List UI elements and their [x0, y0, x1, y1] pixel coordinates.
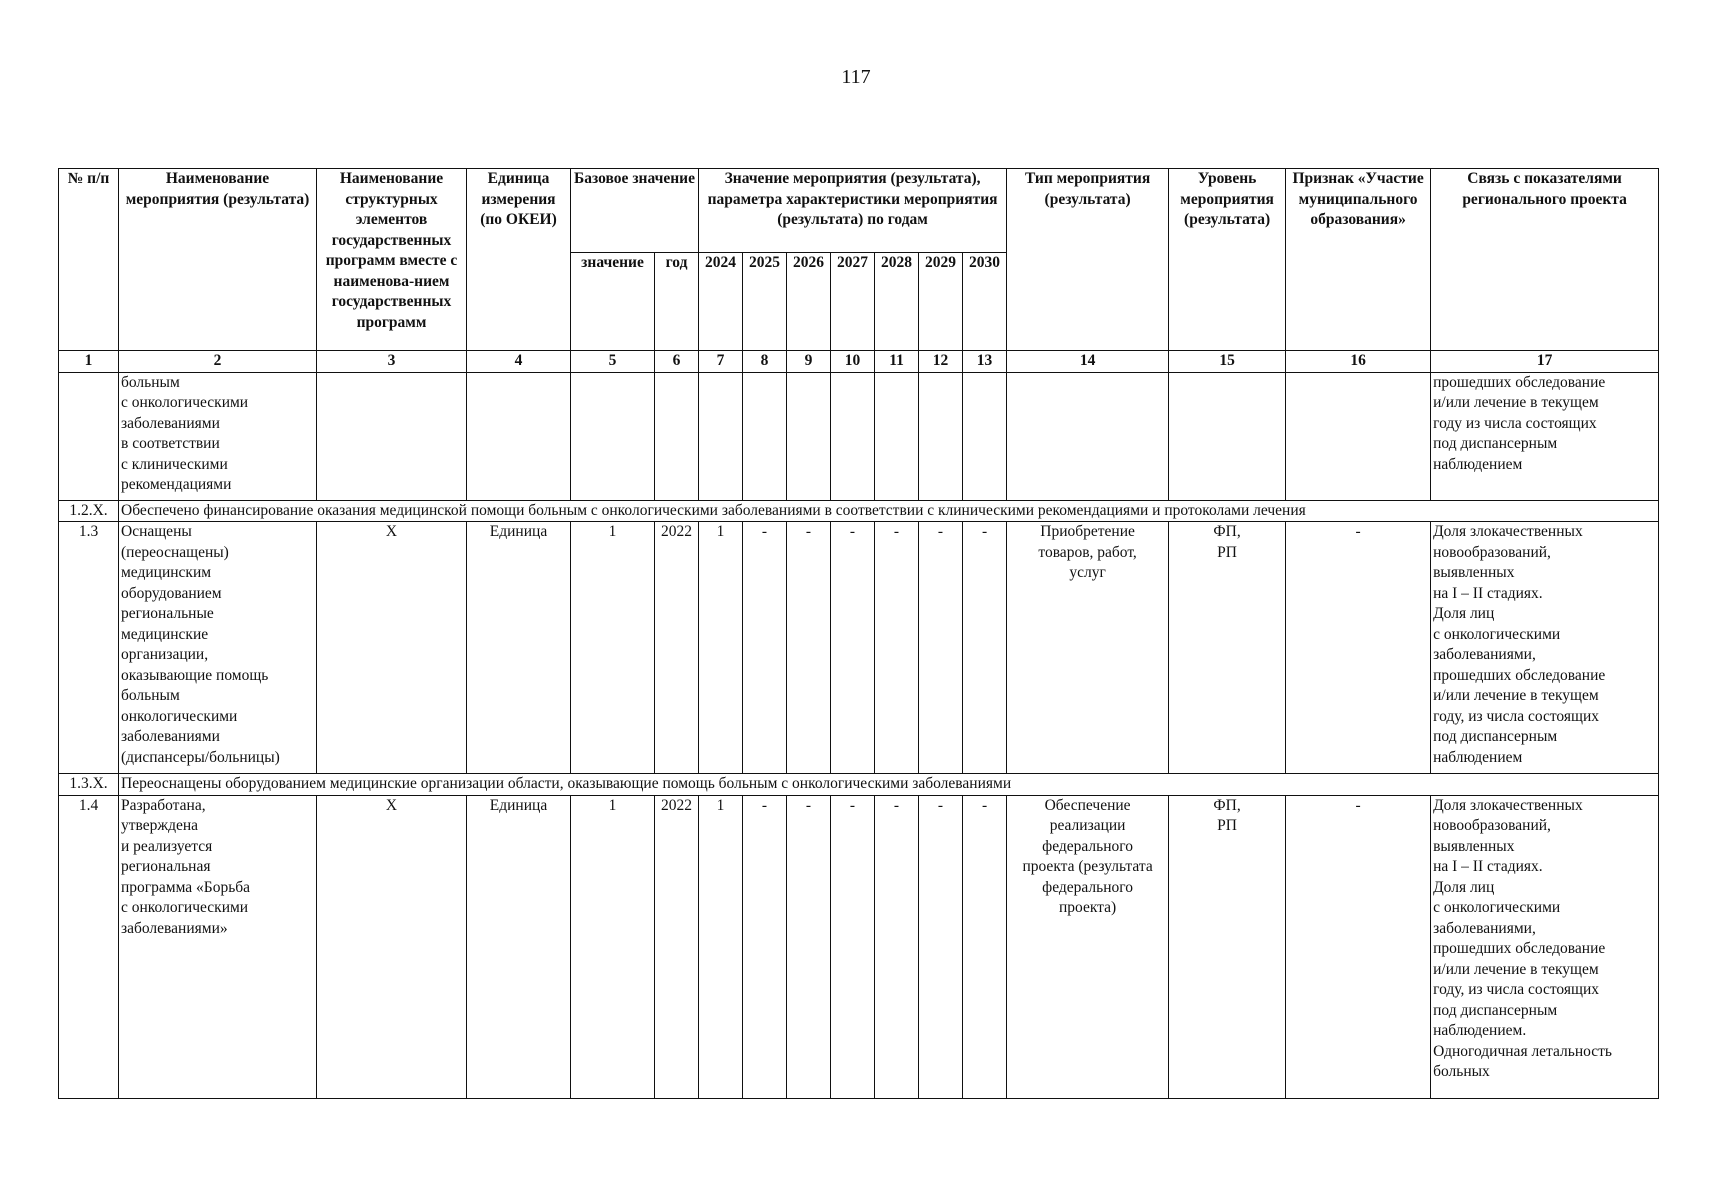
event-name-text: Оснащены (переоснащены) медицинским оборудованием региональные медицинские организации, оказывающие помощь больным онкологическими заболеваниями (диспансеры/больницы): [121, 523, 280, 766]
cell-event-name: [119, 372, 317, 500]
cell-year: [699, 372, 743, 500]
header-year: 2025: [743, 253, 787, 351]
header-year: 2028: [875, 253, 919, 351]
cell-year: -: [919, 795, 963, 1098]
cell-municipal: [1286, 372, 1431, 500]
cell-type: [1007, 795, 1169, 1098]
cell-year: -: [743, 795, 787, 1098]
column-number: 2: [119, 351, 317, 373]
header-event-type: Тип мероприятия (результата): [1007, 169, 1169, 351]
header-structural-elements: Наименование структурных элементов государственных программ вместе с наименова-нием государственных программ: [317, 169, 467, 351]
header-year: 2024: [699, 253, 743, 351]
cell-year: -: [875, 795, 919, 1098]
column-number: 14: [1007, 351, 1169, 373]
header-year: 2030: [963, 253, 1007, 351]
header-year: 2029: [919, 253, 963, 351]
section-number: 1.3.X.: [59, 774, 119, 796]
table-row-continuation: [59, 372, 1659, 500]
cell-type: [1007, 522, 1169, 774]
cell-year: 1: [699, 522, 743, 774]
header-base-value: Базовое значение: [571, 169, 699, 253]
column-number: 12: [919, 351, 963, 373]
cell-year: -: [787, 795, 831, 1098]
cell-municipal: -: [1286, 522, 1431, 774]
cell-level: [1169, 522, 1286, 774]
column-number: 1: [59, 351, 119, 373]
header-number: № п/п: [59, 169, 119, 351]
cell-project-indicators: [1431, 372, 1659, 500]
cell-structural: Х: [317, 795, 467, 1098]
cell-base-value: 1: [571, 795, 655, 1098]
column-number: 11: [875, 351, 919, 373]
cell-project-indicators: [1431, 795, 1659, 1098]
header-values-by-year: Значение мероприятия (результата), параметра характеристики мероприятия (результата) по годам: [699, 169, 1007, 253]
cell-year: -: [963, 795, 1007, 1098]
header-base-value-year: год: [655, 253, 699, 351]
cell-year: [875, 372, 919, 500]
cell-level: [1169, 795, 1286, 1098]
column-number: 10: [831, 351, 875, 373]
header-year: 2027: [831, 253, 875, 351]
cell-structural: Х: [317, 522, 467, 774]
section-title: Переоснащены оборудованием медицинские организации области, оказывающие помощь больным с онкологическими заболеваниями: [119, 774, 1659, 796]
header-event-name: Наименование мероприятия (результата): [119, 169, 317, 351]
cell-base-year: 2022: [655, 522, 699, 774]
cell-type: [1007, 372, 1169, 500]
column-numbers-row: [59, 351, 1659, 373]
cell-year: -: [831, 795, 875, 1098]
cell-number: 1.4: [59, 795, 119, 1098]
column-number: 13: [963, 351, 1007, 373]
cell-event-name: [119, 795, 317, 1098]
cell-base-year: 2022: [655, 795, 699, 1098]
page-number: 117: [841, 66, 871, 88]
header-year: 2026: [787, 253, 831, 351]
section-row: [59, 500, 1659, 522]
header-project-indicators: Связь с показателями регионального проекта: [1431, 169, 1659, 351]
column-number: 9: [787, 351, 831, 373]
header-unit: Единица измерения (по ОКЕИ): [467, 169, 571, 351]
cell-project-indicators: [1431, 522, 1659, 774]
cell-year: -: [831, 522, 875, 774]
column-number: 16: [1286, 351, 1431, 373]
cell-unit: [467, 372, 571, 500]
column-number: 7: [699, 351, 743, 373]
level-text: ФП, РП: [1213, 523, 1241, 561]
cell-year: 1: [699, 795, 743, 1098]
cell-number: 1.3: [59, 522, 119, 774]
section-row: [59, 774, 1659, 796]
events-table: [58, 168, 1659, 1099]
cell-year: [919, 372, 963, 500]
indicators-text: прошедших обследование и/или лечение в текущем году из числа состоящих под диспансерным наблюдением: [1433, 373, 1606, 473]
indicators-text: Доля злокачественных новообразований, выявленных на I – II стадиях. Доля лиц с онкологическими заболеваниями, прошедших обследование и/или лечение в текущем году, из числа состоящих под диспансерным наблюдением. Одногодичная летальность больных: [1433, 796, 1612, 1080]
cell-base-value: [571, 372, 655, 500]
cell-unit: Единица: [467, 795, 571, 1098]
cell-event-name: [119, 522, 317, 774]
cell-year: -: [963, 522, 1007, 774]
level-text: ФП, РП: [1213, 796, 1241, 834]
type-text: Обеспечение реализации федерального проекта (результата федерального проекта): [1022, 796, 1153, 916]
column-number: 4: [467, 351, 571, 373]
cell-year: [787, 372, 831, 500]
type-text: Приобретение товаров, работ, услуг: [1038, 523, 1137, 581]
header-event-level: Уровень мероприятия (результата): [1169, 169, 1286, 351]
column-number: 3: [317, 351, 467, 373]
header-municipal-participation: Признак «Участие муниципального образования»: [1286, 169, 1431, 351]
section-number: 1.2.X.: [59, 500, 119, 522]
event-name-text: больным с онкологическими заболеваниями в соответствии с клиническими рекомендациями: [121, 373, 249, 493]
indicators-text: Доля злокачественных новообразований, выявленных на I – II стадиях. Доля лиц с онкологическими заболеваниями, прошедших обследование и/или лечение в текущем году, из числа состоящих под диспансерным наблюдением: [1433, 523, 1606, 766]
table-row: [59, 795, 1659, 1098]
cell-year: -: [787, 522, 831, 774]
cell-municipal: -: [1286, 795, 1431, 1098]
cell-year: [743, 372, 787, 500]
column-number: 8: [743, 351, 787, 373]
column-number: 15: [1169, 351, 1286, 373]
cell-year: -: [919, 522, 963, 774]
cell-number: [59, 372, 119, 500]
section-title: Обеспечено финансирование оказания медицинской помощи больным с онкологическими заболеваниями в соответствии с клиническими рекомендациями и протоколами лечения: [119, 500, 1659, 522]
cell-base-year: [655, 372, 699, 500]
cell-unit: Единица: [467, 522, 571, 774]
column-number: 17: [1431, 351, 1659, 373]
cell-year: -: [743, 522, 787, 774]
header-row: [59, 169, 1659, 253]
cell-year: -: [875, 522, 919, 774]
cell-year: [831, 372, 875, 500]
cell-base-value: 1: [571, 522, 655, 774]
cell-level: [1169, 372, 1286, 500]
column-number: 6: [655, 351, 699, 373]
column-number: 5: [571, 351, 655, 373]
event-name-text: Разработана, утверждена и реализуется региональная программа «Борьба с онкологическими заболеваниями»: [121, 796, 251, 937]
cell-year: [963, 372, 1007, 500]
table-row: [59, 522, 1659, 774]
header-base-value-value: значение: [571, 253, 655, 351]
cell-structural: [317, 372, 467, 500]
